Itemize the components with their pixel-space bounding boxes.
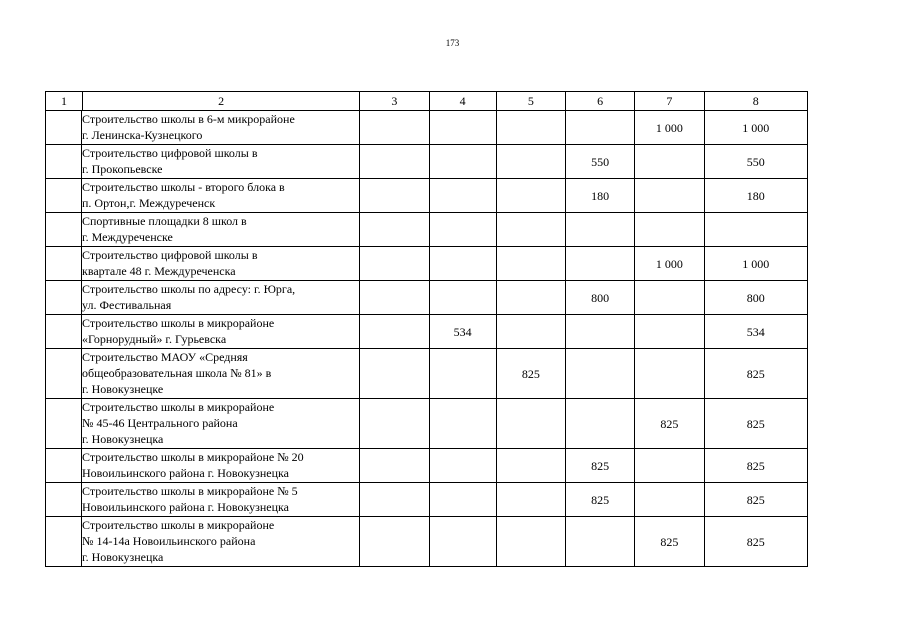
value-cell-col-7: 825 (635, 517, 704, 567)
header-col-4: 4 (429, 92, 496, 111)
value-cell-col-4 (429, 483, 496, 517)
value-cell-col-4 (429, 145, 496, 179)
value-cell-col-3 (360, 399, 429, 449)
value-cell-col-7 (635, 213, 704, 247)
value-cell-col-5 (496, 315, 565, 349)
value-cell-col-5 (496, 111, 565, 145)
value-cell-col-3 (360, 145, 429, 179)
value-cell-col-7 (635, 483, 704, 517)
value-cell-col-5 (496, 517, 565, 567)
value-cell-col-7: 1 000 (635, 111, 704, 145)
table-header (46, 92, 808, 111)
value-cell-col-5 (496, 179, 565, 213)
value-cell-col-6 (566, 111, 635, 145)
object-name-cell: Строительство школы в микрорайоне № 14-14а Новоильинского района г. Новокузнецка (46, 517, 360, 567)
header-col-7: 7 (635, 92, 704, 111)
object-name-cell: Строительство цифровой школы в квартале 48 г. Междуреченска (46, 247, 360, 281)
value-cell-col-8: 825 (704, 483, 807, 517)
value-cell-col-8: 800 (704, 281, 807, 315)
header-col-8: 8 (704, 92, 807, 111)
table-row (46, 247, 808, 281)
value-cell-col-8: 534 (704, 315, 807, 349)
object-name-cell: Строительство школы в микрорайоне № 45-46 Центрального района г. Новокузнецка (46, 399, 360, 449)
value-cell-col-4 (429, 399, 496, 449)
value-cell-col-6 (566, 315, 635, 349)
value-cell-col-3 (360, 517, 429, 567)
value-cell-col-8: 825 (704, 399, 807, 449)
value-cell-col-8: 180 (704, 179, 807, 213)
value-cell-col-7: 1 000 (635, 247, 704, 281)
value-cell-col-5: 825 (496, 349, 565, 399)
value-cell-col-8: 825 (704, 349, 807, 399)
header-row (46, 92, 808, 111)
value-cell-col-4 (429, 349, 496, 399)
data-table (45, 91, 808, 567)
value-cell-col-7 (635, 449, 704, 483)
object-name-cell: Строительство школы в микрорайоне № 5 Новоильинского района г. Новокузнецка (46, 483, 360, 517)
table-row (46, 281, 808, 315)
value-cell-col-7 (635, 349, 704, 399)
value-cell-col-4 (429, 213, 496, 247)
header-col-6: 6 (566, 92, 635, 111)
table-row (46, 315, 808, 349)
value-cell-col-3 (360, 449, 429, 483)
value-cell-col-4 (429, 449, 496, 483)
value-cell-col-8: 1 000 (704, 247, 807, 281)
value-cell-col-5 (496, 449, 565, 483)
value-cell-col-4 (429, 247, 496, 281)
header-col-1: 1 (46, 92, 83, 110)
value-cell-col-8: 550 (704, 145, 807, 179)
table-body (46, 111, 808, 567)
value-cell-col-4 (429, 281, 496, 315)
value-cell-col-3 (360, 281, 429, 315)
object-name-cell: Строительство школы в 6-м микрорайоне г. Ленинска-Кузнецкого (46, 111, 360, 145)
header-col-3: 3 (360, 92, 429, 111)
table-row (46, 111, 808, 145)
object-name-cell: Строительство школы по адресу: г. Юрга, ул. Фестивальная (46, 281, 360, 315)
value-cell-col-4 (429, 179, 496, 213)
object-name-cell: Строительство школы в микрорайоне «Горнорудный» г. Гурьевска (46, 315, 360, 349)
header-col-2: 2 (218, 94, 225, 108)
value-cell-col-6: 550 (566, 145, 635, 179)
value-cell-col-6 (566, 349, 635, 399)
table-row (46, 517, 808, 567)
value-cell-col-6 (566, 247, 635, 281)
object-name-cell: Строительство школы - второго блока в п. Ортон,г. Междуреченск (46, 179, 360, 213)
value-cell-col-6: 825 (566, 483, 635, 517)
value-cell-col-3 (360, 315, 429, 349)
value-cell-col-8 (704, 213, 807, 247)
value-cell-col-8: 825 (704, 449, 807, 483)
value-cell-col-5 (496, 213, 565, 247)
value-cell-col-5 (496, 145, 565, 179)
value-cell-col-5 (496, 399, 565, 449)
value-cell-col-3 (360, 483, 429, 517)
value-cell-col-5 (496, 247, 565, 281)
value-cell-col-6: 825 (566, 449, 635, 483)
table-row (46, 399, 808, 449)
table-row (46, 145, 808, 179)
header-col-5: 5 (496, 92, 565, 111)
value-cell-col-3 (360, 213, 429, 247)
table-row (46, 213, 808, 247)
value-cell-col-8: 1 000 (704, 111, 807, 145)
table-row (46, 179, 808, 213)
value-cell-col-7 (635, 315, 704, 349)
table-row (46, 483, 808, 517)
header-cells-1-2 (46, 92, 360, 111)
value-cell-col-6 (566, 517, 635, 567)
object-name-cell: Строительство школы в микрорайоне № 20 Новоильинского района г. Новокузнецка (46, 449, 360, 483)
value-cell-col-6: 180 (566, 179, 635, 213)
value-cell-col-7 (635, 179, 704, 213)
value-cell-col-6 (566, 399, 635, 449)
object-name-cell: Спортивные площадки 8 школ в г. Междуреченске (46, 213, 360, 247)
value-cell-col-4 (429, 517, 496, 567)
value-cell-col-7 (635, 281, 704, 315)
value-cell-col-3 (360, 111, 429, 145)
value-cell-col-7: 825 (635, 399, 704, 449)
value-cell-col-3 (360, 349, 429, 399)
value-cell-col-6: 800 (566, 281, 635, 315)
object-name-cell: Строительство цифровой школы в г. Прокопьевске (46, 145, 360, 179)
value-cell-col-4 (429, 111, 496, 145)
value-cell-col-6 (566, 213, 635, 247)
value-cell-col-3 (360, 179, 429, 213)
value-cell-col-3 (360, 247, 429, 281)
value-cell-col-8: 825 (704, 517, 807, 567)
value-cell-col-5 (496, 281, 565, 315)
value-cell-col-7 (635, 145, 704, 179)
value-cell-col-4: 534 (429, 315, 496, 349)
value-cell-col-5 (496, 483, 565, 517)
page-number: 173 (445, 38, 460, 48)
object-name-cell: Строительство МАОУ «Средняя общеобразовательная школа № 81» в г. Новокузнецке (46, 349, 360, 399)
table-row (46, 449, 808, 483)
table-row (46, 349, 808, 399)
